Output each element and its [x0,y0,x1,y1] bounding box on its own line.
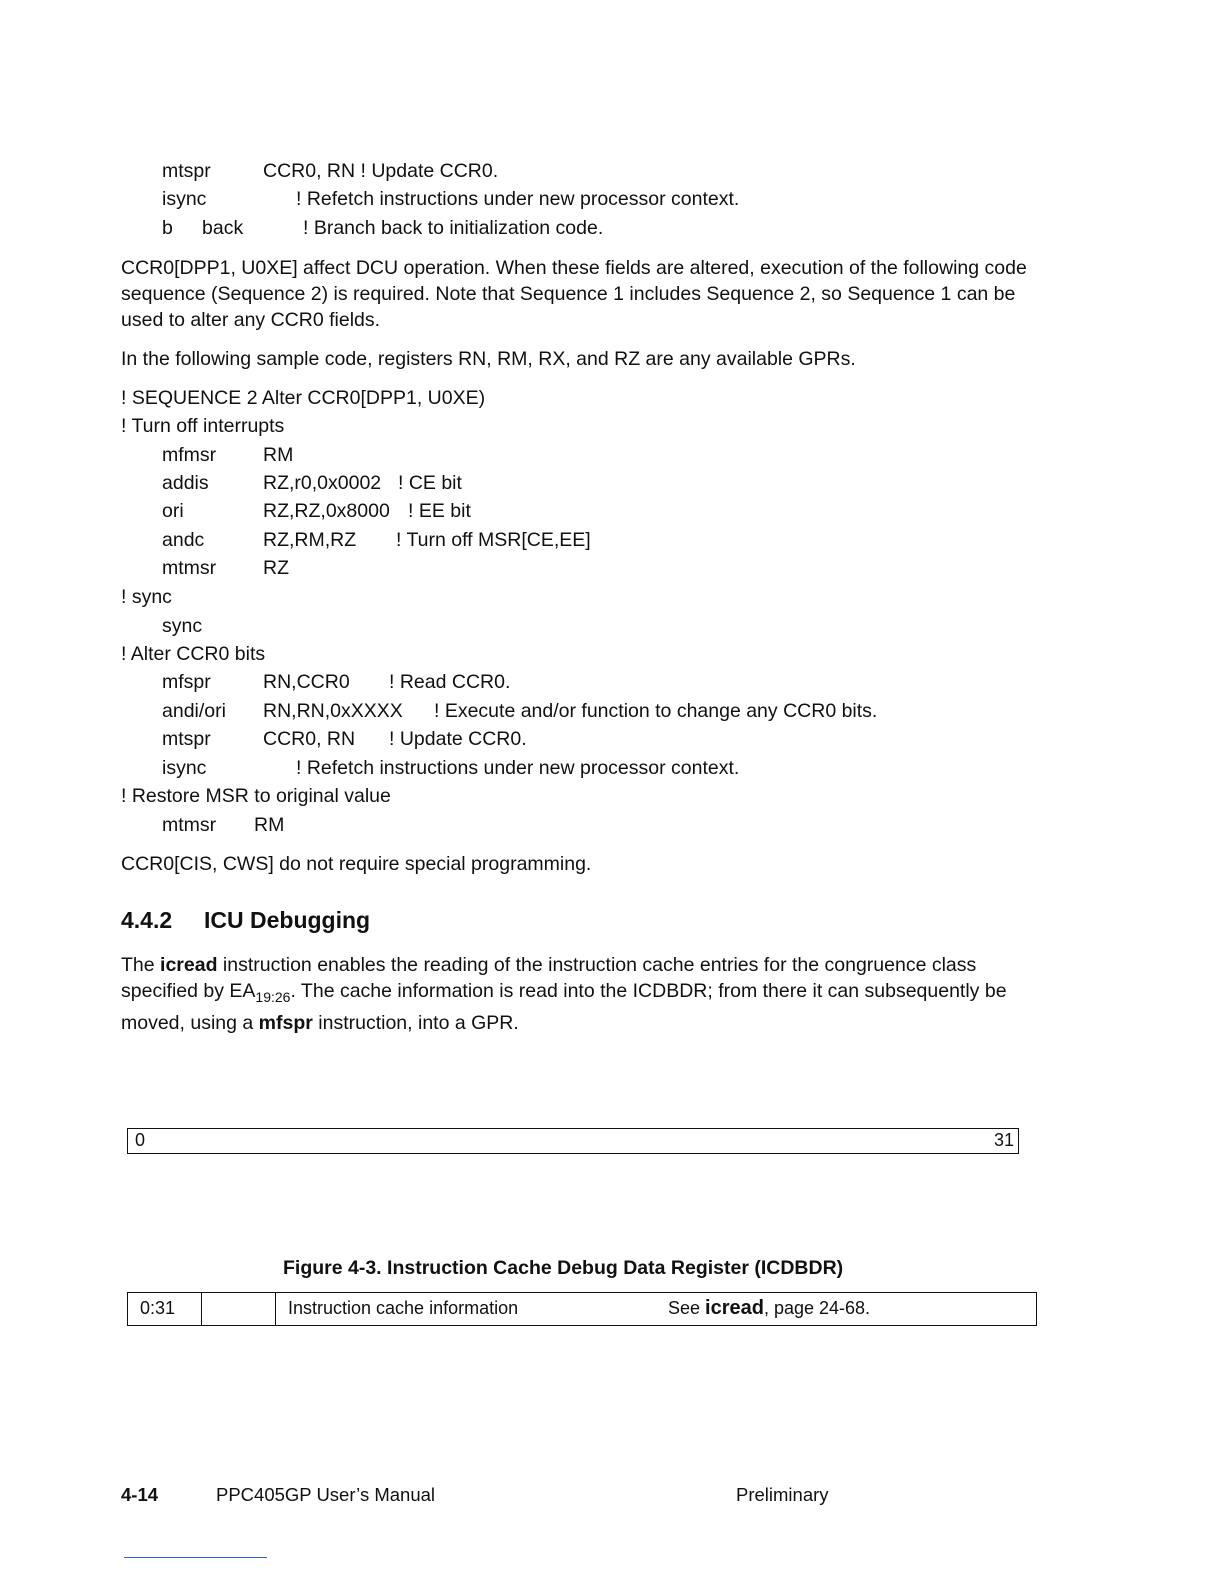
code-comment: ! Alter CCR0 bits [121,643,266,665]
code-comment: ! sync [121,586,172,608]
paragraph-icread [121,952,1041,1036]
code-arg: CCR0, RN [263,728,356,750]
paragraph-ccr0-cis: CCR0[CIS, CWS] do not require special programming. [121,853,592,875]
code-op: sync [162,615,203,637]
text-run: See [668,1298,706,1318]
code-op: mfmsr [162,444,217,466]
code-arg: RZ [263,557,289,579]
code-comment: ! Turn off MSR[CE,EE] [396,529,591,551]
text-run: , page 24-68. [763,1298,871,1318]
subscript: 19:26 [255,989,291,1005]
instruction-name: mfspr [258,1012,313,1034]
bottom-rule [124,1557,267,1558]
code-op: ori [162,500,184,522]
field-bits: 0:31 [140,1298,176,1318]
table-divider [201,1293,202,1325]
code-arg: RZ,RM,RZ [263,529,357,551]
code-op: mtmsr [162,557,217,579]
code-arg: RM [263,444,294,466]
text-run: instruction, into a GPR. [312,1012,519,1034]
register-bit-start: 0 [135,1130,146,1150]
code-comment: ! SEQUENCE 2 Alter CCR0[DPP1, U0XE) [121,387,486,409]
text-run: . The cache information is read into the ICDBDR; from there it can subsequently be moved, using a [121,980,1007,1034]
code-comment: ! Execute and/or function to change any CCR0 bits. [434,700,878,722]
code-comment: ! Read CCR0. [389,671,511,693]
code-op: isync [162,188,207,210]
table-divider [275,1293,276,1325]
code-arg: RM [254,814,285,836]
code-arg: RN,CCR0 [263,671,350,693]
instruction-name: icread [160,954,218,976]
register-diagram [127,1128,1019,1154]
code-comment: ! Update CCR0. [389,728,527,750]
code-arg: RZ,r0,0x0002 [263,472,382,494]
code-arg: RN,RN,0xXXXX [263,700,403,722]
code-op: mtspr [162,728,211,750]
instruction-name: icread [705,1297,764,1319]
section-title: ICU Debugging [204,907,371,933]
code-op: isync [162,757,207,779]
code-comment: ! Refetch instructions under new processor context. [296,188,740,210]
code-comment: ! Branch back to initialization code. [303,217,604,239]
page-number: 4-14 [121,1484,159,1505]
field-table [127,1292,1037,1326]
code-op: mfspr [162,671,211,693]
section-heading [121,907,371,934]
paragraph-registers: In the following sample code, registers RN, RM, RX, and RZ are any available GPRs. [121,348,856,370]
figure-caption: Figure 4-3. Instruction Cache Debug Data Register (ICDBDR) [283,1257,844,1279]
code-op: b [162,217,173,239]
code-comment: ! Restore MSR to original value [121,785,391,807]
code-op: andc [162,529,205,551]
document-status: Preliminary [736,1484,829,1505]
code-comment: ! Refetch instructions under new processor context. [296,757,740,779]
field-description: Instruction cache information [288,1298,519,1318]
code-comment: ! EE bit [408,500,471,522]
code-arg: CCR0, RN ! Update CCR0. [263,160,499,182]
register-bit-end: 31 [993,1130,1014,1150]
code-op: addis [162,472,209,494]
code-comment: ! CE bit [398,472,462,494]
section-number: 4.4.2 [121,907,173,933]
code-target: back [202,217,244,239]
text-run: instruction enables the reading of the instruction cache entries for the congruence class specified by EA [121,954,977,1002]
code-op: andi/ori [162,700,226,722]
text-run: The [121,954,161,976]
manual-title: PPC405GP User’s Manual [216,1484,436,1505]
code-op: mtspr [162,160,211,182]
code-comment: ! Turn off interrupts [121,415,285,437]
code-arg: RZ,RZ,0x8000 [263,500,390,522]
paragraph-ccr0-dcu: CCR0[DPP1, U0XE] affect DCU operation. When these fields are altered, execution of the following code sequence (Sequence 2) is required. Note that Sequence 1 includes Sequence 2, so Sequence 1 can be used to alter any CCR0 fields. [121,257,1027,331]
code-op: mtmsr [162,814,217,836]
field-reference [668,1293,870,1325]
